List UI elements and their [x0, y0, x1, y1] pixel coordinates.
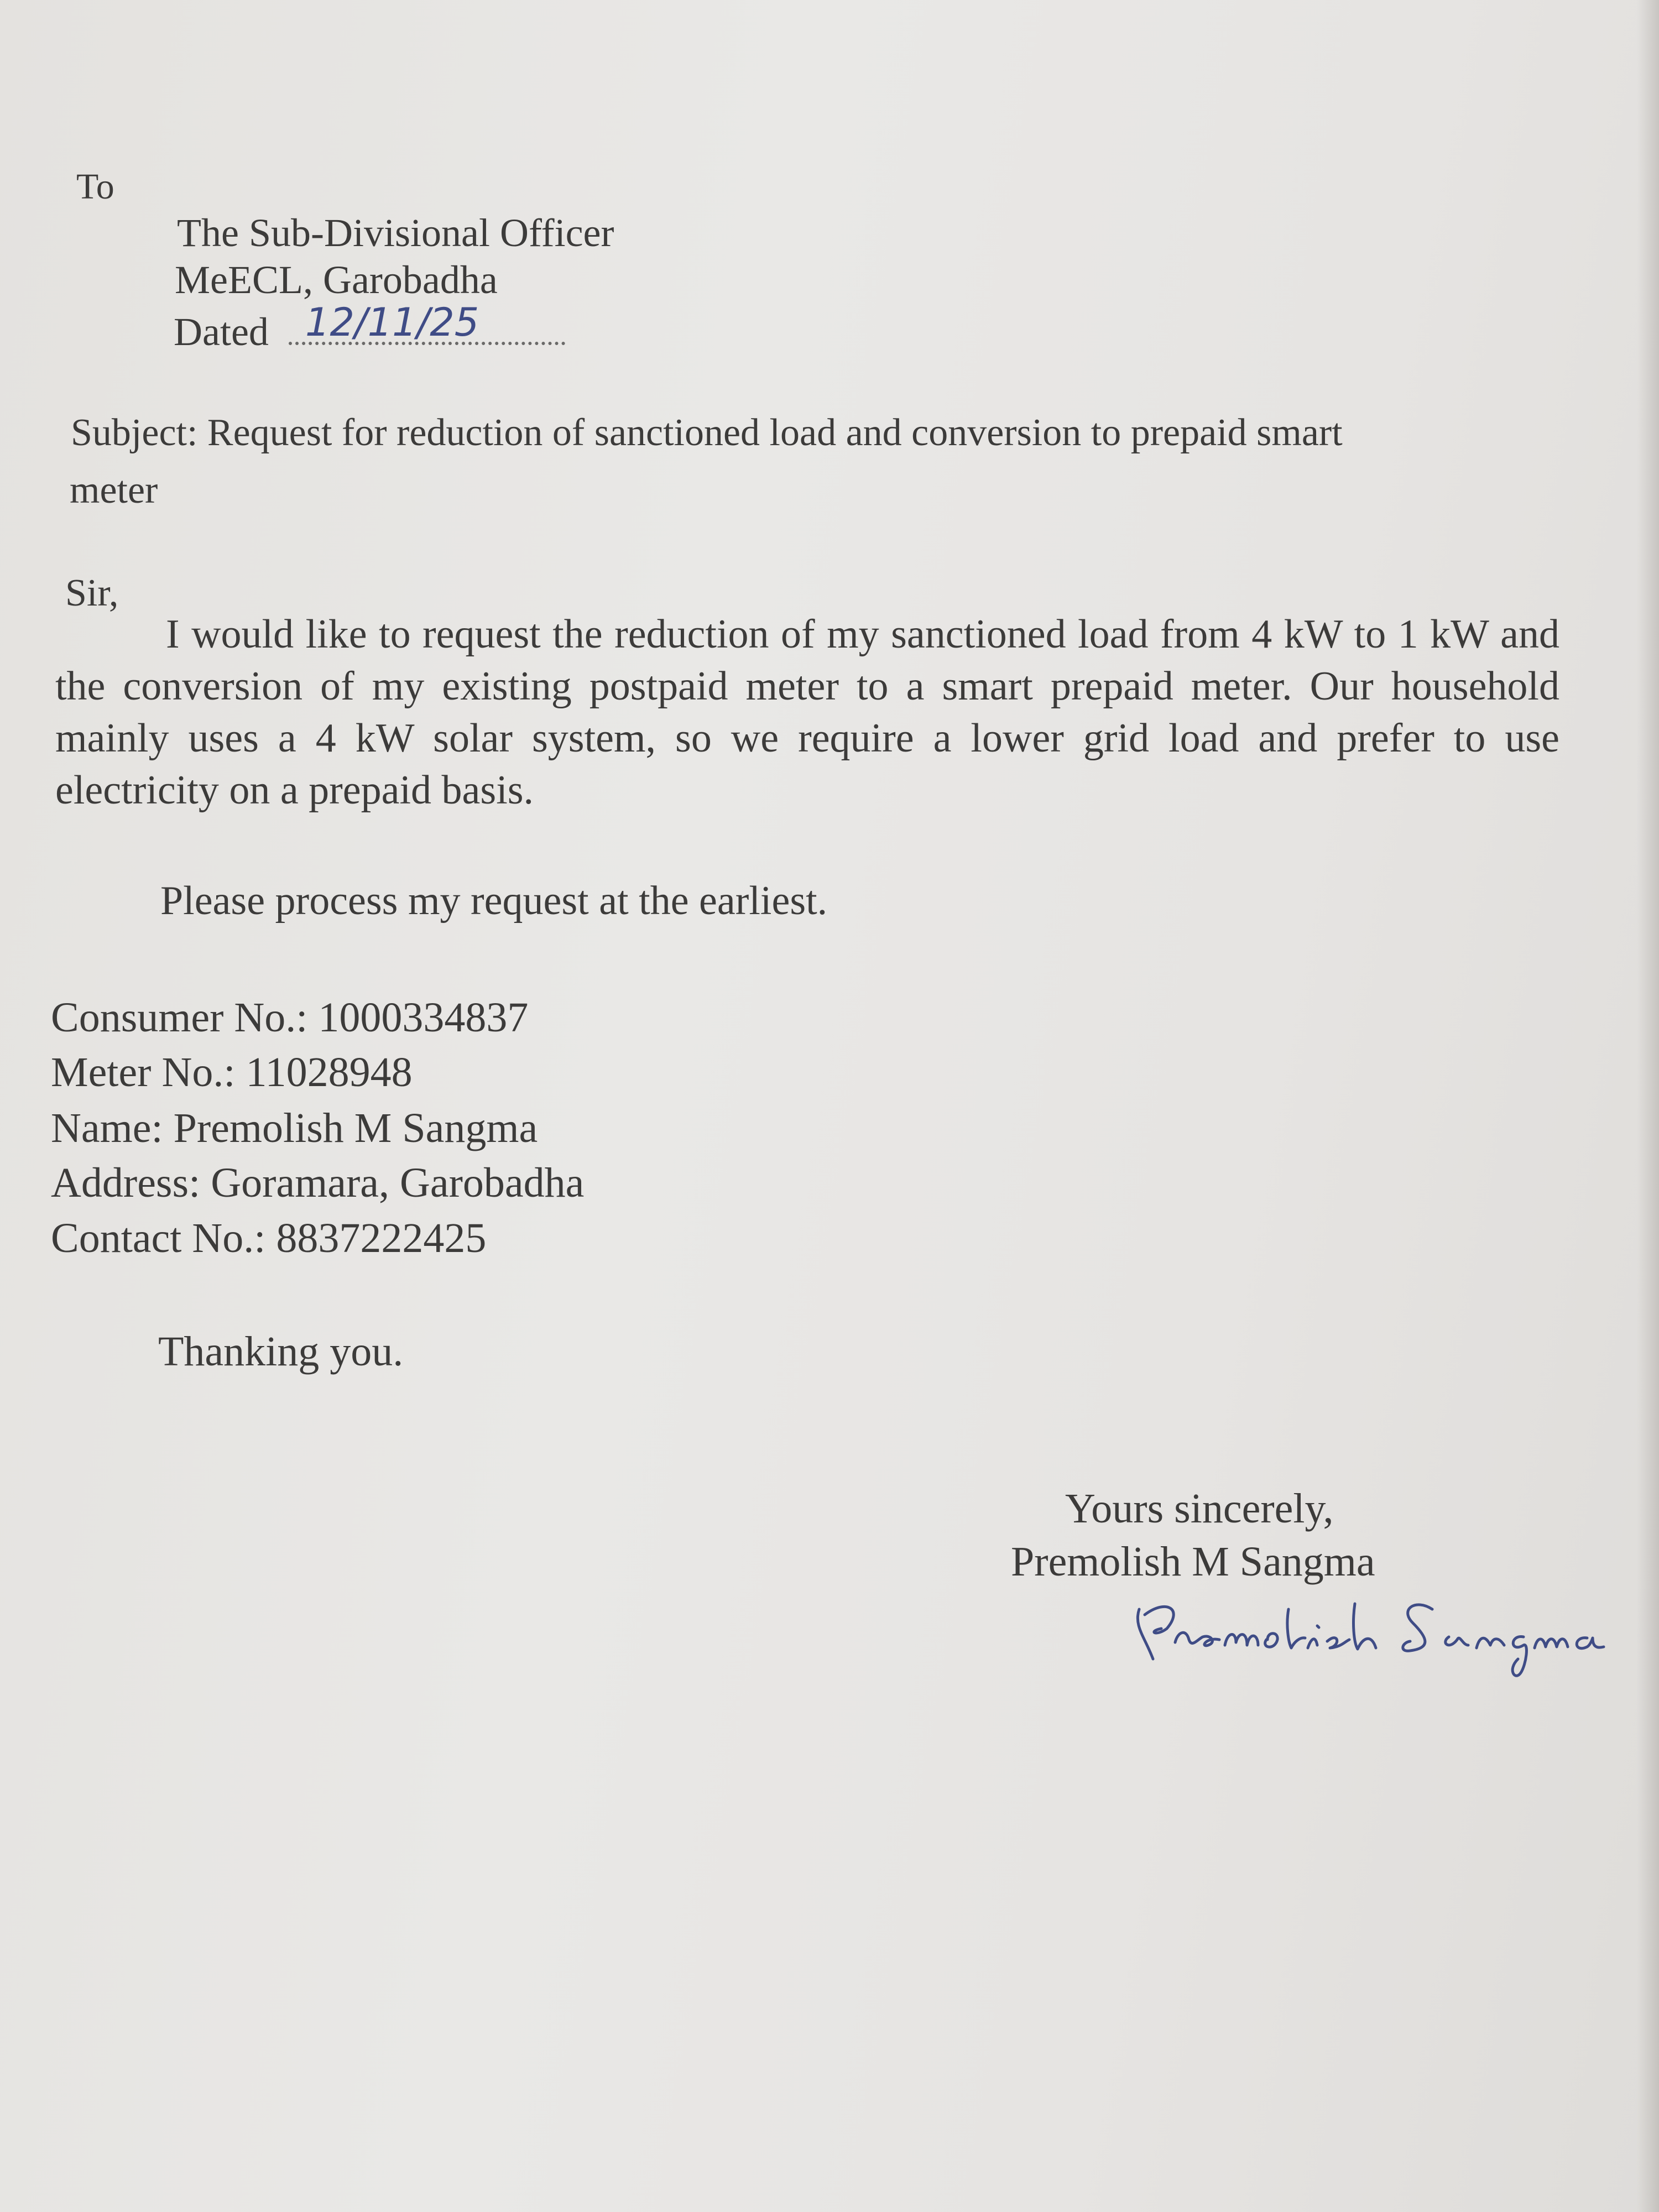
- to-label: To: [76, 166, 114, 207]
- handwritten-signature: [1123, 1576, 1642, 1687]
- consumer-name: Name: Premolish M Sangma: [51, 1105, 538, 1151]
- salutation: Sir,: [65, 572, 119, 614]
- dated-value: 12/11/25: [305, 300, 479, 345]
- signer-name: Premolish M Sangma: [1011, 1538, 1375, 1585]
- dated-label: Dated: [174, 310, 269, 354]
- contact-number: Contact No.: 8837222425: [51, 1215, 487, 1261]
- recipient-title: The Sub-Divisional Officer: [177, 211, 614, 255]
- dated-field: [289, 300, 565, 345]
- request-line: Please process my request at the earliest.: [160, 878, 828, 924]
- meter-number: Meter No.: 11028948: [51, 1049, 413, 1095]
- recipient-office: MeECL, Garobadha: [175, 258, 498, 302]
- subject-line-1: Subject: Request for reduction of sanctioned load and conversion to prepaid smart: [71, 411, 1343, 454]
- consumer-number: Consumer No.: 1000334837: [51, 994, 529, 1041]
- thanks-line: Thanking you.: [158, 1328, 404, 1375]
- subject-line-2: meter: [70, 469, 158, 512]
- body-paragraph: I would like to request the reduction of my sanctioned load from 4 kW to 1 kW and the conversion of my existing postpaid meter to a smart prepaid meter. Our household mainly uses a 4 kW solar system, so we require a lower grid load and prefer to use electricity on a prepaid basis.: [55, 612, 1559, 813]
- dated-line: [174, 300, 565, 354]
- closing-line: Yours sincerely,: [1065, 1485, 1334, 1532]
- consumer-address: Address: Goramara, Garobadha: [51, 1160, 585, 1206]
